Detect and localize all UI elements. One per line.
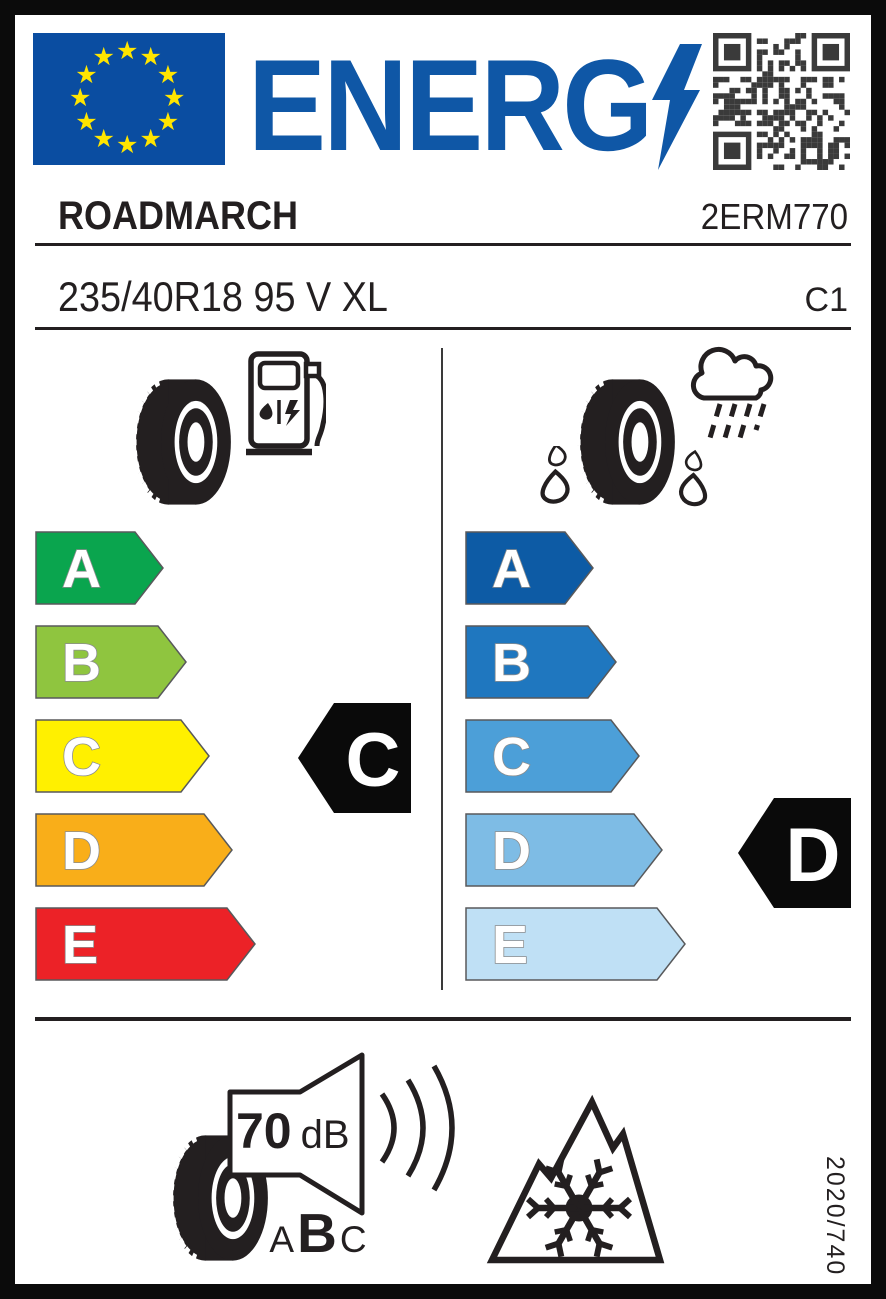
qr-code-icon xyxy=(713,33,850,170)
brand-row xyxy=(58,196,848,236)
fuel-rating xyxy=(297,702,413,814)
wet-scale-arrow-B xyxy=(465,625,695,699)
eu-star: ★ xyxy=(163,84,186,112)
eu-star: ★ xyxy=(92,43,115,72)
water-splash-icon xyxy=(535,446,715,512)
fuel-scale-arrow-B xyxy=(35,625,265,699)
noise-value xyxy=(236,1103,350,1159)
eu-flag-icon xyxy=(33,33,225,165)
separator-line xyxy=(35,243,851,246)
separator-line xyxy=(35,1017,851,1021)
wet-scale-arrow-D xyxy=(465,813,695,887)
fuel-scale-grade-label: C xyxy=(62,727,101,787)
model-code: 2ERM770 xyxy=(700,196,848,237)
noise-class-letters xyxy=(266,1202,370,1264)
wet-scale-grade-label: B xyxy=(492,633,531,693)
eu-star: ★ xyxy=(69,84,92,112)
noise-class-b: B xyxy=(297,1202,337,1264)
fuel-scale-arrow-A xyxy=(35,531,265,605)
fuel-pump-icon xyxy=(246,348,326,458)
fuel-scale-grade-label: D xyxy=(62,821,101,881)
energy-logo-text: ENERG xyxy=(248,32,651,178)
noise-class-a: A xyxy=(269,1219,295,1260)
eu-star: ★ xyxy=(75,107,98,136)
snowflake-mountain-icon xyxy=(482,1088,672,1270)
fuel-scale-grade-label: B xyxy=(62,633,101,693)
regulation-number: 2020/740 xyxy=(821,1156,849,1277)
size-row xyxy=(58,273,848,320)
noise-decibels: 70 xyxy=(236,1103,292,1159)
separator-line xyxy=(35,327,851,330)
sound-waves-icon xyxy=(372,1058,472,1198)
fuel-scale-arrow-C xyxy=(35,719,265,793)
fuel-scale-arrow-E xyxy=(35,907,265,981)
tyre-class: C1 xyxy=(804,281,848,319)
fuel-rating-letter: C xyxy=(345,718,401,803)
center-divider xyxy=(441,348,443,990)
rain-cloud-icon xyxy=(680,346,785,446)
eu-star: ★ xyxy=(75,60,98,89)
wet-scale-grade-label: E xyxy=(492,915,529,975)
noise-unit: dB xyxy=(300,1113,350,1157)
lightning-bolt-icon xyxy=(650,44,702,170)
wet-rating xyxy=(737,797,853,909)
eu-star: ★ xyxy=(116,37,139,65)
noise-class-c: C xyxy=(339,1219,367,1260)
eu-star: ★ xyxy=(156,107,180,136)
wet-scale-arrow-A xyxy=(465,531,695,605)
eu-star: ★ xyxy=(92,124,115,153)
fuel-scale-grade-label: A xyxy=(62,539,101,599)
eu-star: ★ xyxy=(156,60,180,89)
wet-rating-letter: D xyxy=(785,813,841,898)
wet-scale-arrow-E xyxy=(465,907,695,981)
fuel-scale-arrow-D xyxy=(35,813,265,887)
wet-scale-grade-label: A xyxy=(492,539,531,599)
brand-name: ROADMARCH xyxy=(58,194,298,238)
eu-star: ★ xyxy=(116,131,139,159)
wet-scale-grade-label: C xyxy=(492,727,531,787)
fuel-efficiency-rating-arrow xyxy=(297,702,413,814)
fuel-scale-grade-label: E xyxy=(62,915,99,975)
wet-scale-arrow-C xyxy=(465,719,695,793)
wet-grip-rating-arrow xyxy=(737,797,853,909)
wet-scale-grade-label: D xyxy=(492,821,531,881)
tyre-size: 235/40R18 95 V XL xyxy=(58,273,388,320)
tire-icon xyxy=(128,372,238,512)
eu-star: ★ xyxy=(139,43,162,72)
eu-star: ★ xyxy=(139,124,162,153)
